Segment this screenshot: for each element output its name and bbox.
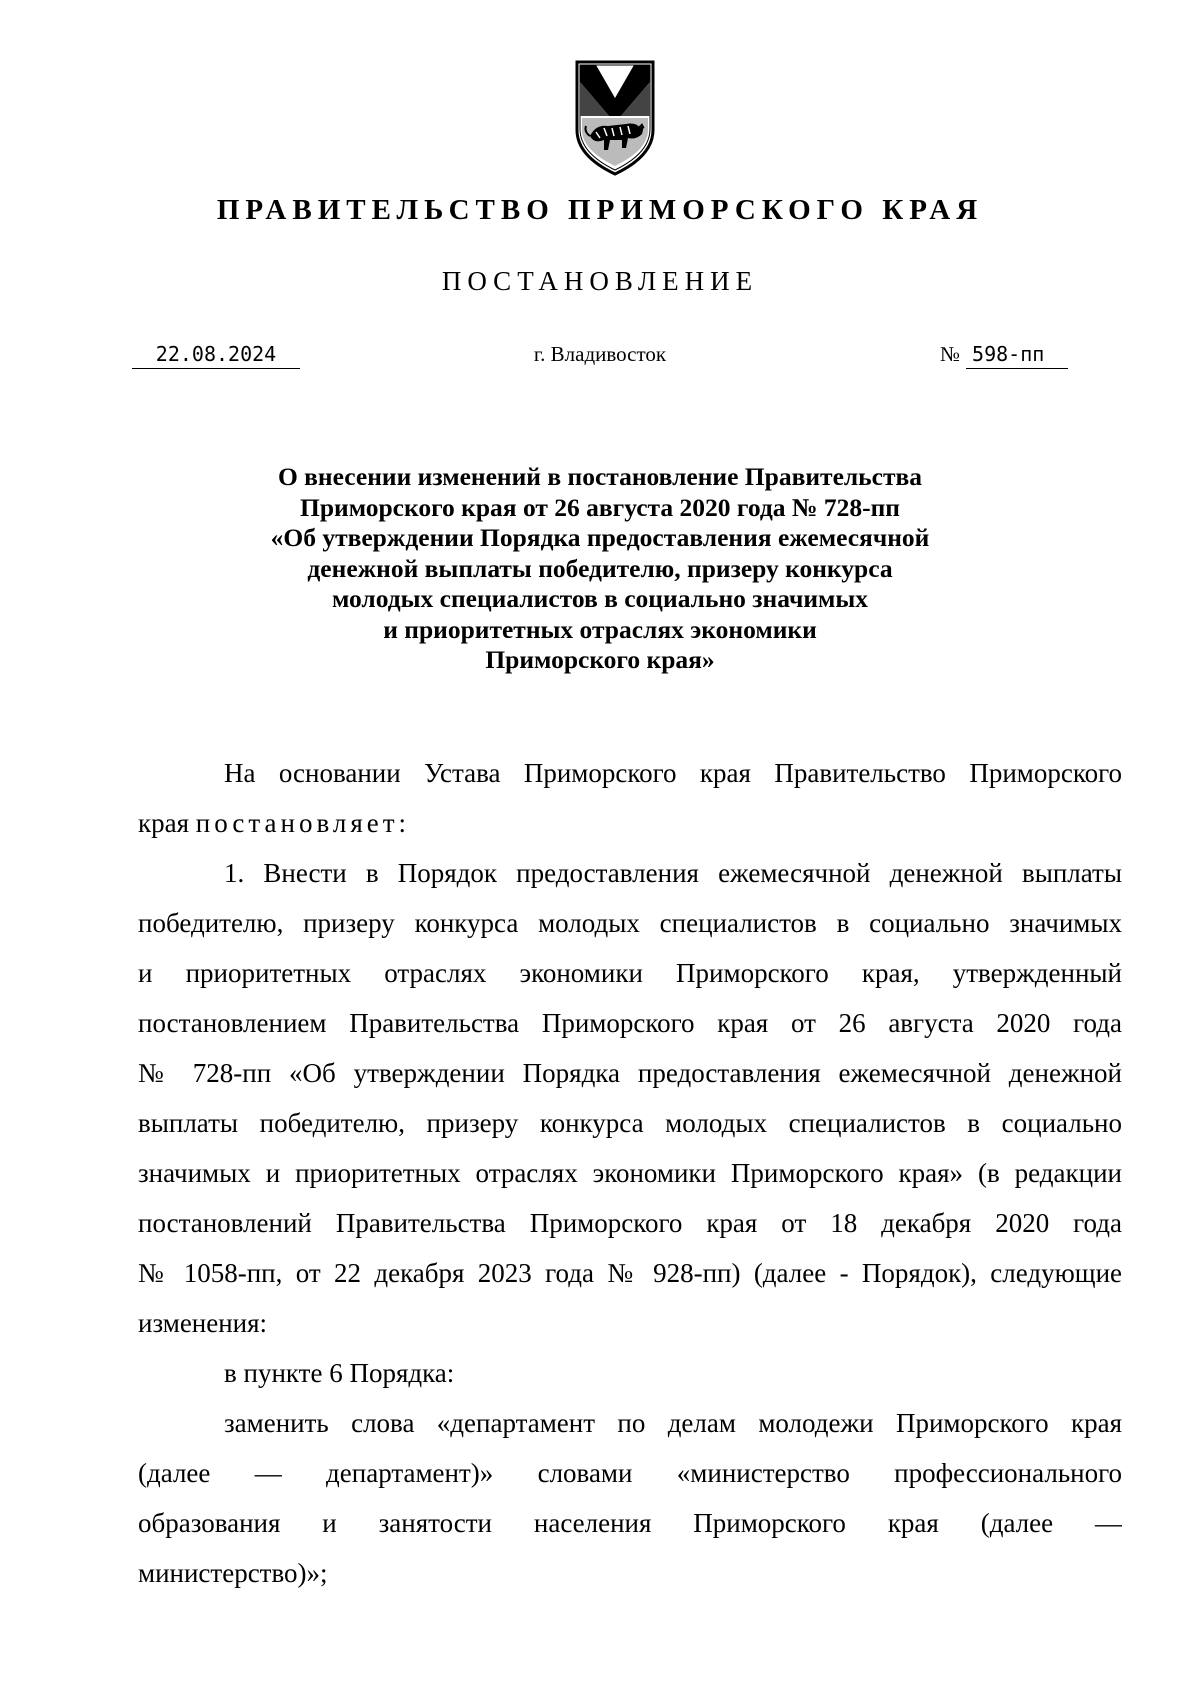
body-line: 1. Внести в Порядок предоставления ежемесячной денежной выплаты	[224, 858, 1122, 888]
subject-line: О внесении изменений в постановление Правительства	[277, 462, 923, 491]
document-body	[138, 748, 1122, 1598]
body-line: образования и занятости населения Приморского края (далее —	[138, 1508, 1122, 1538]
number-sign: №	[940, 342, 961, 366]
document-date: 22.08.2024	[132, 342, 300, 369]
body-line: значимых и приоритетных отраслях экономики Приморского края» (в редакции	[138, 1158, 1122, 1188]
number-value: 598-пп	[966, 342, 1068, 369]
body-line: № 1058-пп, от 22 декабря 2023 года № 928-пп) (далее - Порядок), следующие	[138, 1258, 1122, 1288]
body-line: в пункте 6 Порядка:	[224, 1358, 455, 1388]
body-line: (далее — департамент)» словами «министерство профессионального	[138, 1458, 1122, 1488]
subject-line: денежной выплаты победителю, призеру конкурса	[307, 553, 893, 583]
body-line: № 728-пп «Об утверждении Порядка предоставления ежемесячной денежной	[138, 1058, 1122, 1088]
body-line: выплаты победителю, призеру конкурса молодых специалистов в социально	[138, 1108, 1122, 1138]
body-line	[138, 798, 1122, 848]
body-line: и приоритетных отраслях экономики Приморского края, утвержденный	[138, 958, 1122, 988]
paragraph-item-1	[138, 848, 1122, 1348]
body-line: постановлением Правительства Приморского края от 26 августа 2020 года	[138, 1008, 1122, 1038]
document-type: ПОСТАНОВЛЕНИЕ	[441, 266, 759, 296]
subject-line: Приморского края»	[485, 645, 715, 674]
body-line: постановлений Правительства Приморского края от 18 декабря 2020 года	[138, 1208, 1122, 1238]
government-title: ПРАВИТЕЛЬСТВО ПРИМОРСКОГО КРАЯ	[216, 194, 984, 226]
document-city: г. Владивосток	[533, 342, 667, 366]
subject-line: Приморского края от 26 августа 2020 года № 728-пп	[300, 492, 900, 522]
body-line: На основании Устава Приморского края Правительство Приморского	[224, 758, 1122, 788]
body-line: победителю, призеру конкурса молодых специалистов в социально значимых	[138, 908, 1122, 938]
document-subject	[150, 462, 1050, 676]
coat-of-arms-icon	[574, 58, 656, 178]
paragraph-point-6	[138, 1348, 1122, 1398]
subject-line: молодых специалистов в социально значимых	[331, 584, 869, 613]
body-text: края	[138, 808, 190, 838]
resolves-word: постановляет:	[195, 808, 411, 838]
paragraph-replace	[138, 1398, 1122, 1598]
document-number	[940, 342, 1068, 369]
subject-line: и приоритетных отраслях экономики	[383, 614, 817, 644]
body-line: изменения:	[138, 1308, 268, 1338]
subject-line: «Об утверждении Порядка предоставления ежемесячной	[270, 523, 930, 552]
body-line: министерство)»;	[138, 1558, 328, 1588]
body-line: заменить слова «департамент по делам молодежи Приморского края	[224, 1408, 1122, 1438]
paragraph-preamble	[138, 748, 1122, 848]
